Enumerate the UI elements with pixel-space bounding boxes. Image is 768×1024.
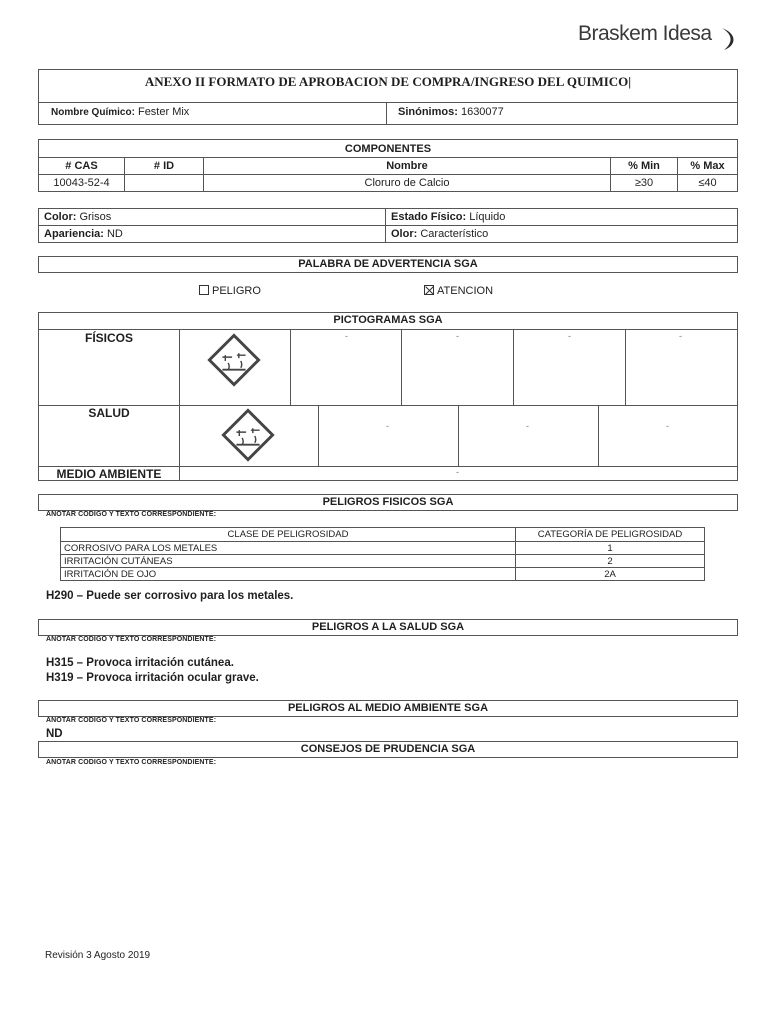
atencion-option[interactable]: ATENCION: [424, 285, 493, 297]
h290-statement: H290 – Puede ser corrosivo para los metales.: [46, 590, 294, 602]
atencion-checkbox[interactable]: [424, 285, 434, 295]
empty-cell-dash: -: [456, 331, 459, 341]
table-row: 10043-52-4 Cloruro de Calcio ≥30 ≤40: [39, 175, 738, 192]
h315-statement: H315 – Provoca irritación cutánea.: [46, 657, 234, 669]
fisicos-label: FÍSICOS: [84, 331, 133, 345]
propiedades-section: [38, 208, 738, 243]
componentes-title: COMPONENTES: [39, 140, 738, 158]
empty-cell-dash: -: [568, 331, 571, 341]
revision-footer: Revisión 3 Agosto 2019: [45, 950, 151, 961]
table-row: IRRITACIÓN DE OJO 2A: [61, 568, 705, 581]
corrosion-pictogram-icon: [205, 331, 263, 389]
col-cas: # CAS: [39, 158, 125, 175]
col-min: % Min: [611, 158, 678, 175]
col-nombre: Nombre: [204, 158, 611, 175]
nombre-quimico: Nombre Químico: Fester Mix: [51, 106, 190, 118]
sinonimos: Sinónimos: 1630077: [398, 106, 504, 118]
empty-cell-dash: -: [345, 331, 348, 341]
apariencia-field: Apariencia: ND: [39, 226, 386, 243]
advertencia-title: PALABRA DE ADVERTENCIA SGA: [38, 256, 738, 273]
corrosion-pictogram-icon: [219, 406, 277, 464]
medio-ambiente-label: MEDIO AMBIENTE: [56, 467, 162, 481]
logo-swoosh-icon: [718, 26, 740, 52]
empty-cell-dash: -: [456, 467, 459, 477]
ambiente-note: ANOTAR CODIGO Y TEXTO CORRESPONDIENTE:: [46, 717, 217, 724]
h319-statement: H319 – Provoca irritación ocular grave.: [46, 672, 259, 684]
table-row: CORROSIVO PARA LOS METALES 1: [61, 542, 705, 555]
ambiente-value: ND: [46, 728, 63, 740]
pictogramas-title: PICTOGRAMAS SGA: [333, 314, 443, 326]
nombre-quimico-value: Fester Mix: [137, 106, 190, 118]
componentes-table: [38, 139, 738, 192]
componentes-section: [38, 139, 738, 192]
empty-cell-dash: -: [386, 421, 389, 431]
empty-cell-dash: -: [679, 331, 682, 341]
pictogramas-box: [38, 312, 738, 481]
salud-note: ANOTAR CODIGO Y TEXTO CORRESPONDIENTE:: [46, 636, 217, 643]
clase-peligrosidad-table-wrap: [60, 527, 705, 581]
salud-label: SALUD: [88, 406, 130, 420]
peligros-fisicos-title: PELIGROS FISICOS SGA: [38, 494, 738, 511]
col-id: # ID: [125, 158, 204, 175]
prudencia-note: ANOTAR CODIGO Y TEXTO CORRESPONDIENTE:: [46, 759, 217, 766]
peligros-salud-title: PELIGROS A LA SALUD SGA: [38, 619, 738, 636]
color-field: Color: Grisos: [39, 209, 386, 226]
estado-field: Estado Físico: Líquido: [386, 209, 738, 226]
sinonimos-value: 1630077: [460, 106, 504, 118]
col-clase: CLASE DE PELIGROSIDAD: [61, 528, 516, 542]
document-title: ANEXO II FORMATO DE APROBACION DE COMPRA/INGRESO DEL QUIMICO|: [144, 74, 632, 89]
empty-cell-dash: -: [526, 421, 529, 431]
empty-cell-dash: -: [666, 421, 669, 431]
fisicos-note: ANOTAR CODIGO Y TEXTO CORRESPONDIENTE:: [46, 511, 217, 518]
table-row: IRRITACIÓN CUTÁNEAS 2: [61, 555, 705, 568]
col-categoria: CATEGORÍA DE PELIGROSIDAD: [516, 528, 705, 542]
peligro-checkbox[interactable]: [199, 285, 209, 295]
peligro-option[interactable]: PELIGRO: [199, 285, 261, 297]
peligros-ambiente-title: PELIGROS AL MEDIO AMBIENTE SGA: [38, 700, 738, 717]
consejos-prudencia-title: CONSEJOS DE PRUDENCIA SGA: [38, 741, 738, 758]
olor-field: Olor: Característico: [386, 226, 738, 243]
col-max: % Max: [678, 158, 738, 175]
brand-logo: Braskem Idesa: [578, 22, 712, 45]
clase-peligrosidad-table: [60, 527, 705, 581]
title-box: [38, 69, 738, 125]
